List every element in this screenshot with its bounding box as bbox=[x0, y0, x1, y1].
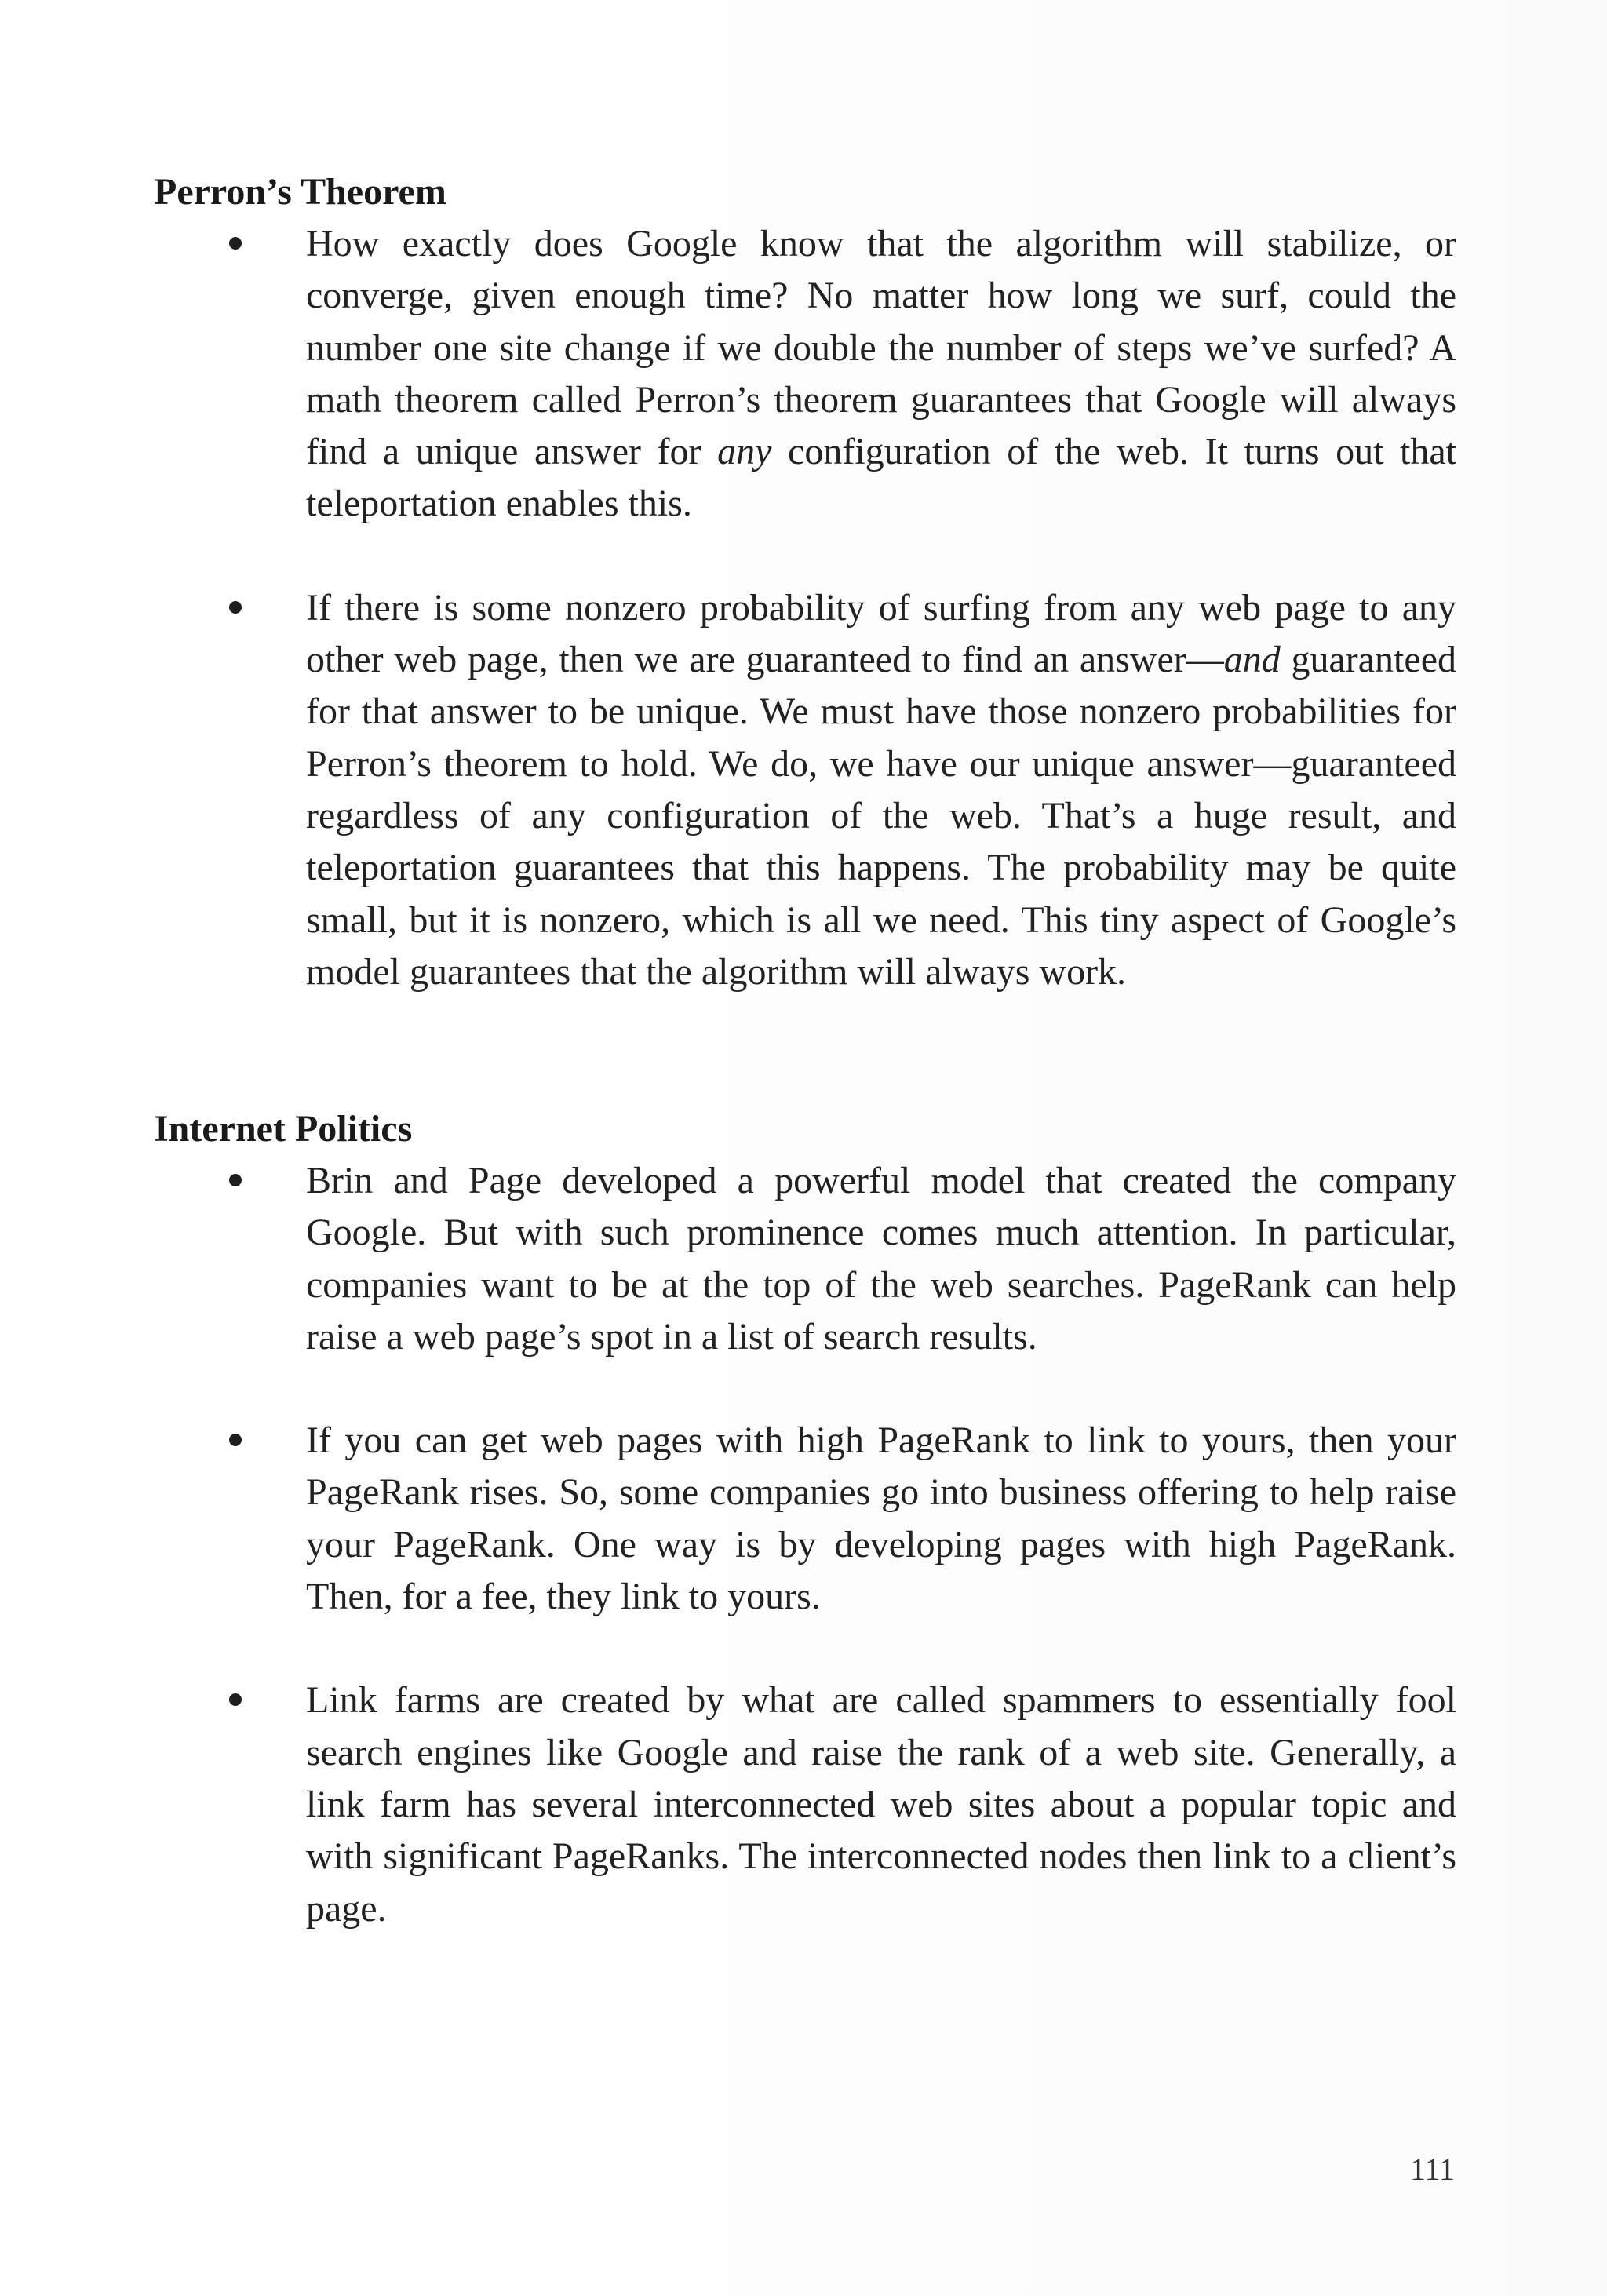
section-heading: Perron’s Theorem bbox=[154, 171, 446, 213]
bullet-text: If you can get web pages with high PageRank to link to yours, then your PageRank rises. So, some companies go into business offering to help raise your PageRank. One way is by developing pages with high PageRank. Then, for a fee, they link to yours. bbox=[306, 1420, 1456, 1618]
bullet-list bbox=[154, 1155, 1456, 1935]
section-perrons-theorem bbox=[154, 166, 1456, 998]
bullet-text: How exactly does Google know that the algorithm will stabilize, or converge, given enough time? No matter how long we surf, could the number one site change if we double the number of steps we’ve surfed? A math theorem called Perron’s theorem guarantees that Google will always find a unique answer for any configuration of the web. It turns out that teleportation enables this. bbox=[306, 223, 1457, 525]
list-item bbox=[154, 1675, 1456, 1934]
section-internet-politics bbox=[154, 1103, 1456, 1935]
bullet-icon bbox=[229, 1174, 242, 1186]
bullet-icon bbox=[229, 1434, 242, 1446]
list-item bbox=[154, 582, 1456, 998]
list-item bbox=[154, 218, 1456, 530]
emphasis-text: any bbox=[717, 431, 772, 473]
bullet-list bbox=[154, 218, 1456, 998]
bullet-text: Brin and Page developed a powerful model that created the company Google. But with such prominence comes much attention. In particular, companies want to be at the top of the web searches. PageRank can help raise a web page’s spot in a list of search results. bbox=[306, 1160, 1456, 1358]
emphasis-text: and bbox=[1223, 639, 1281, 681]
list-item bbox=[154, 1415, 1456, 1623]
list-item bbox=[154, 1155, 1456, 1363]
bullet-text: If there is some nonzero probability of surfing from any web page to any other web page, then we are guaranteed to find an answer—and guaranteed for that answer to be unique. We must have those nonzero probabilities for Perron’s theorem to hold. We do, we have our unique answer—guaranteed regardless of any configuration of the web. That’s a huge result, and teleportation guarantees that this happens. The probability may be quite small, but it is nonzero, which is all we need. This tiny aspect of Google’s model guarantees that the algorithm will always work. bbox=[306, 586, 1456, 993]
bullet-icon bbox=[229, 1693, 242, 1706]
bullet-icon bbox=[229, 601, 242, 614]
page-number: 111 bbox=[1409, 2152, 1455, 2187]
section-heading: Internet Politics bbox=[154, 1108, 413, 1150]
bullet-text: Link farms are created by what are called spammers to essentially fool search engines like Google and raise the rank of a web site. Generally, a link farm has several interconnected web sites about a popular topic and with significant PageRanks. The interconnected nodes then link to a client’s page. bbox=[306, 1679, 1456, 1930]
bullet-icon bbox=[229, 237, 242, 250]
